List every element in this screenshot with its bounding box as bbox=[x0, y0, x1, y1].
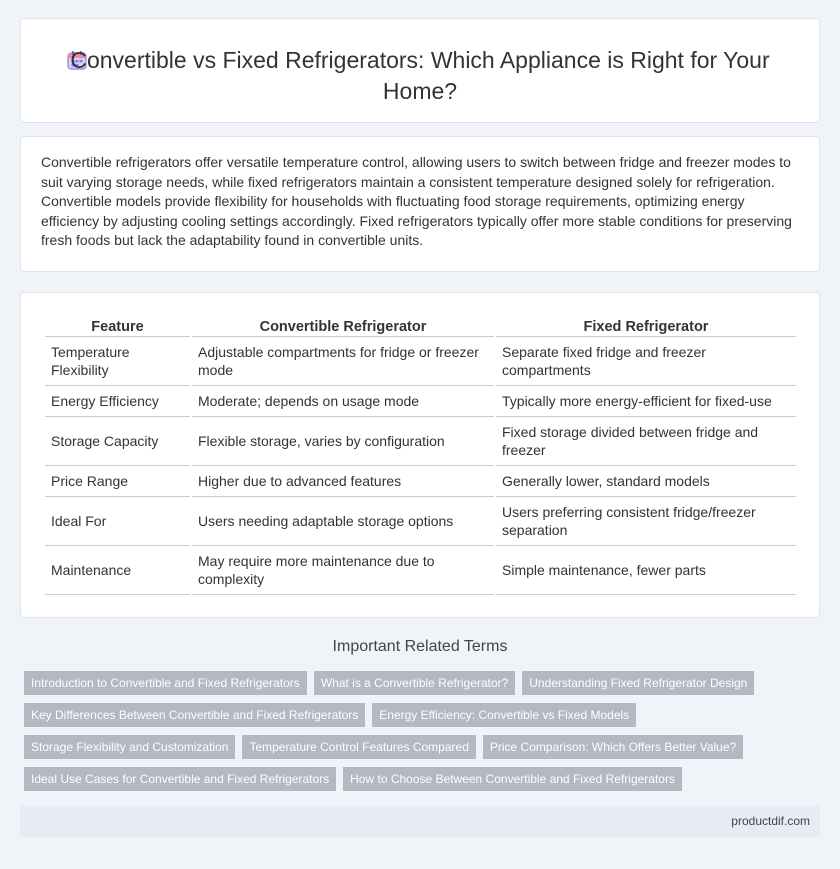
fixed-cell: Generally lower, standard models bbox=[496, 466, 796, 497]
feature-cell: Energy Efficiency bbox=[45, 386, 190, 417]
fixed-cell: Separate fixed fridge and freezer compartments bbox=[496, 337, 796, 386]
related-term-tag[interactable]: Energy Efficiency: Convertible vs Fixed Models bbox=[372, 703, 636, 727]
fixed-cell: Users preferring consistent fridge/freezer separation bbox=[496, 497, 796, 546]
related-terms-tags bbox=[24, 671, 824, 799]
fixed-cell: Typically more energy-efficient for fixed-use bbox=[496, 386, 796, 417]
related-term-tag[interactable]: Introduction to Convertible and Fixed Refrigerators bbox=[24, 671, 307, 695]
table-row bbox=[45, 337, 796, 386]
table-row bbox=[45, 417, 796, 466]
convertible-cell: May require more maintenance due to complexity bbox=[192, 546, 494, 595]
tag-row bbox=[24, 703, 824, 727]
column-header-convertible: Convertible Refrigerator bbox=[192, 317, 494, 337]
comparison-table bbox=[43, 317, 798, 595]
feature-cell: Price Range bbox=[45, 466, 190, 497]
column-header-feature: Feature bbox=[45, 317, 190, 337]
table-header-row bbox=[45, 317, 796, 337]
related-term-tag[interactable]: What is a Convertible Refrigerator? bbox=[314, 671, 515, 695]
intro-paragraph: Convertible refrigerators offer versatile temperature control, allowing users to switch between fridge and freezer modes to suit varying storage needs, while fixed refrigerators maintain a consistent temperature designed solely for refrigeration. Convertible models provide flexibility for households with fluctuating food storage requirements, optimizing energy efficiency by adjusting cooling settings accordingly. Fixed refrigerators typically offer more stable conditions for preserving fresh foods but lack the adaptability found in convertible units. bbox=[41, 154, 792, 249]
intro-card bbox=[20, 136, 820, 272]
tag-row bbox=[24, 767, 824, 791]
comparison-table-card bbox=[20, 292, 820, 618]
feature-cell: Storage Capacity bbox=[45, 417, 190, 466]
feature-cell: Temperature Flexibility bbox=[45, 337, 190, 386]
related-term-tag[interactable]: Temperature Control Features Compared bbox=[242, 735, 475, 759]
related-term-tag[interactable]: How to Choose Between Convertible and Fixed Refrigerators bbox=[343, 767, 682, 791]
convertible-cell: Higher due to advanced features bbox=[192, 466, 494, 497]
convertible-cell: Users needing adaptable storage options bbox=[192, 497, 494, 546]
related-term-tag[interactable]: Understanding Fixed Refrigerator Design bbox=[522, 671, 754, 695]
related-term-tag[interactable]: Storage Flexibility and Customization bbox=[24, 735, 235, 759]
convertible-cell: Adjustable compartments for fridge or freezer mode bbox=[192, 337, 494, 386]
page-title: Convertible vs Fixed Refrigerators: Which Appliance is Right for Your Home? bbox=[70, 47, 770, 104]
feature-cell: Maintenance bbox=[45, 546, 190, 595]
related-term-tag[interactable]: Key Differences Between Convertible and Fixed Refrigerators bbox=[24, 703, 365, 727]
related-term-tag[interactable]: Ideal Use Cases for Convertible and Fixed Refrigerators bbox=[24, 767, 336, 791]
footer bbox=[20, 806, 820, 837]
tag-row bbox=[24, 735, 824, 759]
related-terms-heading: Important Related Terms bbox=[332, 638, 508, 655]
table-row bbox=[45, 466, 796, 497]
fixed-cell: Fixed storage divided between fridge and freezer bbox=[496, 417, 796, 466]
table-row bbox=[45, 546, 796, 595]
column-header-fixed: Fixed Refrigerator bbox=[496, 317, 796, 337]
feature-cell: Ideal For bbox=[45, 497, 190, 546]
fixed-cell: Simple maintenance, fewer parts bbox=[496, 546, 796, 595]
table-row bbox=[45, 497, 796, 546]
header-card bbox=[20, 18, 820, 123]
related-term-tag[interactable]: Price Comparison: Which Offers Better Value? bbox=[483, 735, 743, 759]
convertible-cell: Moderate; depends on usage mode bbox=[192, 386, 494, 417]
footer-site-link[interactable]: productdif.com bbox=[731, 814, 810, 828]
tag-row bbox=[24, 671, 824, 695]
table-row bbox=[45, 386, 796, 417]
convertible-cell: Flexible storage, varies by configuration bbox=[192, 417, 494, 466]
